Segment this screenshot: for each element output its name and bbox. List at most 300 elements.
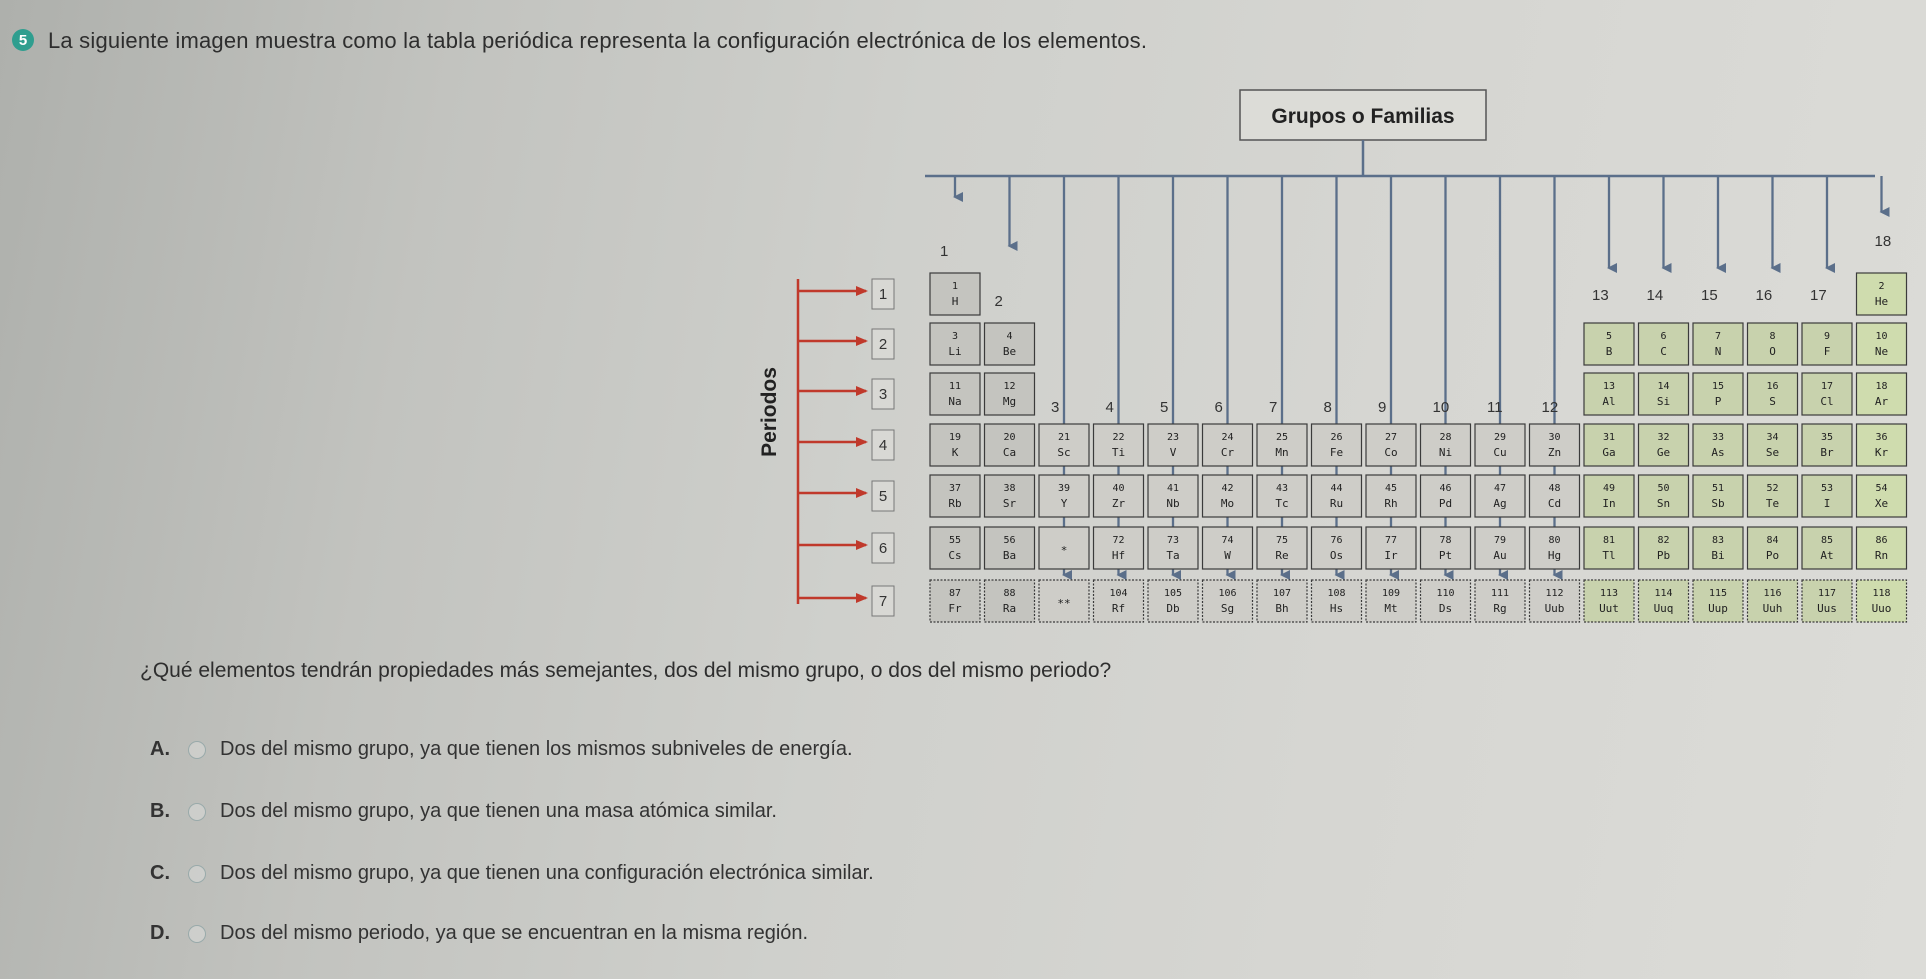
element-cell-ga [1584,424,1634,466]
option-b-text: Dos del mismo grupo, ya que tienen una masa atómica similar. [220,800,777,822]
element-cell-hf [1094,527,1144,569]
element-symbol-pt: Pt [1438,549,1453,562]
element-number-zr: 40 [1112,483,1125,494]
element-number-ra: 88 [1003,588,1016,599]
element-symbol-au: Au [1493,549,1507,562]
element-number-zn: 30 [1548,432,1561,443]
element-number-v: 23 [1166,432,1180,443]
element-cell-he [1857,273,1907,315]
element-number-xe: 54 [1875,483,1888,494]
element-cell-db [1148,580,1198,622]
element-number-po: 84 [1766,535,1779,546]
element-symbol-bi: Bi [1711,549,1725,562]
element-cell-ti [1094,424,1144,466]
element-symbol-ds: Ds [1438,602,1453,615]
element-cell-in [1584,475,1634,517]
element-number-fr: 87 [948,588,962,599]
question-number-badge: 5 [12,29,34,51]
element-symbol-as: As [1711,446,1725,459]
element-number-s: 16 [1766,381,1779,392]
element-symbol-mg: Mg [1002,395,1017,408]
option-b-radio[interactable] [188,803,206,821]
element-symbol-ar: Ar [1874,395,1889,408]
element-number-rh: 45 [1384,483,1398,494]
element-cell-y [1039,475,1089,517]
element-number-na: 11 [948,381,962,392]
element-symbol-te: Te [1765,497,1780,510]
group-label-9: 9 [1378,399,1387,416]
element-symbol-sg: Sg [1220,602,1235,615]
element-symbol-uuq: Uuq [1653,602,1674,615]
group-label-10: 10 [1432,399,1450,416]
element-symbol-ba: Ba [1002,549,1017,562]
element-symbol-sr: Sr [1002,497,1017,510]
group-label-14: 14 [1646,287,1664,304]
element-symbol-na: Na [948,395,962,408]
element-number-mn: 25 [1275,432,1289,443]
element-cell-v [1148,424,1198,466]
group-label-1: 1 [940,243,949,260]
element-number-hs: 108 [1327,588,1346,599]
element-cell-cd [1530,475,1580,517]
option-c-radio[interactable] [188,865,206,883]
element-cell-cl [1802,373,1852,415]
element-cell-tc [1257,475,1307,517]
element-symbol-mn: Mn [1275,446,1289,459]
element-number-rn: 86 [1875,535,1888,546]
option-d-letter: D. [150,922,170,944]
element-cell-te [1748,475,1798,517]
element-symbol-k: K [951,446,959,459]
group-label-18: 18 [1874,233,1892,250]
element-symbol-db: Db [1166,602,1180,615]
element-cell-cr [1203,424,1253,466]
period-label-3: 3 [878,386,888,403]
group-label-6: 6 [1214,399,1223,416]
element-number-ag: 47 [1493,483,1507,494]
element-number-te: 52 [1766,483,1779,494]
element-cell-kr [1857,424,1907,466]
group-label-4: 4 [1105,399,1114,416]
element-number-pt: 78 [1439,535,1452,546]
element-cell-sg [1203,580,1253,622]
group-label-2: 2 [994,293,1003,310]
element-symbol-sb: Sb [1711,497,1725,510]
element-cell-rh [1366,475,1416,517]
element-number-uuo: 118 [1872,588,1891,599]
element-cell-na [930,373,980,415]
option-b-letter: B. [150,800,170,822]
element-number-uuq: 114 [1654,588,1673,599]
element-cell-sb [1693,475,1743,517]
element-symbol-hf: Hf [1111,549,1126,562]
element-number-k: 19 [948,432,962,443]
element-cell-zn [1530,424,1580,466]
element-cell-as [1693,424,1743,466]
element-symbol-actinides: ** [1057,597,1071,610]
element-number-uut: 113 [1599,588,1619,599]
element-symbol-sc: Sc [1057,446,1071,459]
element-number-pd: 46 [1439,483,1452,494]
option-d[interactable] [150,922,808,945]
element-cell-si [1639,373,1689,415]
element-symbol-n: N [1714,345,1722,358]
element-number-cl: 17 [1820,381,1834,392]
element-symbol-cr: Cr [1220,446,1235,459]
element-symbol-c: C [1660,345,1667,358]
element-number-o: 8 [1769,331,1776,342]
option-d-radio[interactable] [188,925,206,943]
element-symbol-ir: Ir [1384,549,1398,562]
element-symbol-hs: Hs [1329,602,1344,615]
element-number-be: 4 [1006,331,1013,342]
element-symbol-mo: Mo [1220,497,1235,510]
element-cell-rg [1475,580,1525,622]
element-cell-cu [1475,424,1525,466]
element-symbol-si: Si [1656,395,1671,408]
element-symbol-ru: Ru [1329,497,1344,510]
element-cell-cs [930,527,980,569]
element-symbol-uuo: Uuo [1871,602,1892,615]
element-symbol-f: F [1823,345,1831,358]
element-cell-k [930,424,980,466]
element-symbol-ga: Ga [1602,446,1616,459]
element-number-cr: 24 [1221,432,1234,443]
element-symbol-rf: Rf [1111,602,1126,615]
element-number-b: 5 [1605,331,1613,342]
element-cell-n [1693,323,1743,365]
option-d-text: Dos del mismo periodo, ya que se encuentran en la misma región. [220,922,809,944]
element-number-as: 33 [1711,432,1725,443]
group-label-5: 5 [1160,399,1169,416]
question-intro: La siguiente imagen muestra como la tabla periódica representa la configuración electrónica de los elementos. [48,28,1148,53]
element-cell-ir [1366,527,1416,569]
element-symbol-s: S [1769,395,1776,408]
element-cell-tl [1584,527,1634,569]
period-label-6: 6 [878,540,888,557]
element-symbol-uuh: Uuh [1762,602,1783,615]
element-number-cd: 48 [1548,483,1561,494]
option-c-text: Dos del mismo grupo, ya que tienen una configuración electrónica similar. [220,862,874,884]
question-prompt: ¿Qué elementos tendrán propiedades más semejantes, dos del mismo grupo, o dos del mismo periodo? [140,659,1112,682]
element-symbol-cs: Cs [948,549,962,562]
element-number-ta: 73 [1166,535,1180,546]
element-symbol-rn: Rn [1874,549,1889,562]
element-symbol-li: Li [948,345,962,358]
element-symbol-tc: Tc [1275,497,1289,510]
element-cell-hg [1530,527,1580,569]
element-symbol-co: Co [1384,446,1398,459]
element-number-sr: 38 [1003,483,1016,494]
element-symbol-ca: Ca [1002,446,1017,459]
element-number-au: 79 [1493,535,1507,546]
element-symbol-cu: Cu [1493,446,1507,459]
option-c[interactable] [150,862,874,885]
option-a-radio[interactable] [188,741,206,759]
element-symbol-ti: Ti [1111,446,1126,459]
periods-title: Periodos [758,367,781,457]
element-number-he: 2 [1878,281,1885,292]
element-symbol-fr: Fr [948,602,962,615]
element-number-sn: 50 [1657,483,1670,494]
element-symbol-tl: Tl [1602,549,1616,562]
element-cell-be [985,323,1035,365]
element-symbol-bh: Bh [1275,602,1289,615]
element-cell-fr [930,580,980,622]
element-number-rb: 37 [948,483,962,494]
element-symbol-uub: Uub [1544,602,1565,615]
option-c-letter: C. [150,862,170,884]
element-symbol-rh: Rh [1384,497,1398,510]
element-cell-o [1748,323,1798,365]
group-label-11: 11 [1487,399,1503,416]
element-cell-mn [1257,424,1307,466]
element-cell-uuo [1857,580,1907,622]
element-symbol-at: At [1820,549,1834,562]
element-symbol-uus: Uus [1817,602,1837,615]
element-cell-al [1584,373,1634,415]
element-number-br: 35 [1820,432,1834,443]
period-label-2: 2 [878,336,888,353]
element-cell-zr [1094,475,1144,517]
element-number-mo: 42 [1221,483,1234,494]
element-number-at: 85 [1820,535,1834,546]
element-number-ne: 10 [1875,331,1888,342]
element-cell-ni [1421,424,1471,466]
element-symbol-po: Po [1765,549,1780,562]
element-symbol-i: I [1823,497,1831,510]
element-cell-pb [1639,527,1689,569]
element-symbol-ta: Ta [1166,549,1180,562]
option-a-letter: A. [150,738,170,760]
element-number-uuh: 116 [1763,588,1782,599]
element-symbol-o: O [1769,345,1776,358]
element-symbol-re: Re [1275,549,1289,562]
group-label-8: 8 [1323,399,1332,416]
element-symbol-cd: Cd [1547,497,1562,510]
element-symbol-p: P [1714,395,1722,408]
element-cell-rb [930,475,980,517]
element-number-ba: 56 [1003,535,1016,546]
groups-title: Grupos o Familias [1271,105,1455,128]
element-number-ru: 44 [1330,483,1343,494]
element-number-mg: 12 [1003,381,1016,392]
element-number-kr: 36 [1875,432,1888,443]
element-symbol-fe: Fe [1329,446,1344,459]
element-symbol-zn: Zn [1547,446,1562,459]
group-label-16: 16 [1755,287,1773,304]
group-label-13: 13 [1592,287,1609,304]
option-b[interactable] [150,800,777,823]
element-cell-rn [1857,527,1907,569]
element-number-w: 74 [1221,535,1234,546]
element-cell-ca [985,424,1035,466]
element-symbol-al: Al [1602,395,1616,408]
element-cell-h [930,273,980,315]
element-cell-po [1748,527,1798,569]
element-number-uub: 112 [1545,588,1564,599]
element-symbol-pd: Pd [1438,497,1453,510]
element-number-bi: 83 [1711,535,1725,546]
element-number-re: 75 [1275,535,1289,546]
option-a-text: Dos del mismo grupo, ya que tienen los mismos subniveles de energía. [220,738,853,760]
element-cell-mt [1366,580,1416,622]
element-symbol-ni: Ni [1438,446,1453,459]
element-cell-sn [1639,475,1689,517]
element-cell-nb [1148,475,1198,517]
element-symbol-h: H [951,295,959,308]
element-symbol-ra: Ra [1002,602,1017,615]
element-number-al: 13 [1602,381,1616,392]
element-cell-uut [1584,580,1634,622]
period-label-7: 7 [878,593,888,610]
element-cell-ar [1857,373,1907,415]
element-symbol-v: V [1169,446,1177,459]
element-cell-s [1748,373,1798,415]
element-cell-li [930,323,980,365]
element-cell-ru [1312,475,1362,517]
element-number-sb: 51 [1711,483,1725,494]
element-symbol-ag: Ag [1493,497,1507,510]
element-cell-mo [1203,475,1253,517]
element-symbol-kr: Kr [1874,446,1889,459]
element-symbol-rg: Rg [1493,602,1507,615]
element-cell-f [1802,323,1852,365]
element-symbol-ne: Ne [1874,345,1889,358]
element-cell-ag [1475,475,1525,517]
element-cell-ra [985,580,1035,622]
element-number-i: 53 [1820,483,1834,494]
element-symbol-xe: Xe [1874,497,1889,510]
element-cell-hs [1312,580,1362,622]
element-number-tl: 81 [1602,535,1616,546]
element-cell-at [1802,527,1852,569]
element-number-cu: 29 [1493,432,1507,443]
element-number-ga: 31 [1602,432,1616,443]
group-label-17: 17 [1810,287,1827,304]
element-cell-uup [1693,580,1743,622]
element-cell-b [1584,323,1634,365]
element-symbol-mt: Mt [1384,602,1398,615]
element-symbol-hg: Hg [1547,549,1562,562]
element-cell-ta [1148,527,1198,569]
element-symbol-he: He [1874,295,1889,308]
group-label-15: 15 [1701,287,1718,304]
element-symbol-w: W [1224,549,1231,562]
element-cell-fe [1312,424,1362,466]
element-number-li: 3 [951,331,959,342]
element-number-f: 9 [1823,331,1831,342]
element-cell-ne [1857,323,1907,365]
element-symbol-br: Br [1820,446,1834,459]
element-number-rg: 111 [1490,588,1510,599]
element-number-ir: 77 [1384,535,1398,546]
period-label-1: 1 [878,286,888,303]
period-label-5: 5 [878,488,888,505]
element-symbol-ge: Ge [1656,446,1671,459]
element-cell-uuq [1639,580,1689,622]
element-number-bh: 107 [1272,588,1292,599]
element-cell-p [1693,373,1743,415]
element-cell-bh [1257,580,1307,622]
element-symbol-b: B [1605,345,1613,358]
element-cell-se [1748,424,1798,466]
element-number-nb: 41 [1166,483,1180,494]
element-cell-mg [985,373,1035,415]
element-symbol-se: Se [1765,446,1780,459]
element-number-p: 15 [1711,381,1725,392]
element-number-sg: 106 [1218,588,1237,599]
element-cell-pt [1421,527,1471,569]
element-number-uup: 115 [1708,588,1728,599]
element-number-ge: 32 [1657,432,1670,443]
group-label-7: 7 [1269,399,1278,416]
period-label-4: 4 [878,437,888,454]
element-number-hg: 80 [1548,535,1561,546]
element-number-uus: 117 [1817,588,1837,599]
element-symbol-be: Be [1002,345,1017,358]
element-symbol-sn: Sn [1656,497,1671,510]
option-a[interactable] [150,738,853,761]
element-cell-ba [985,527,1035,569]
element-number-fe: 26 [1330,432,1343,443]
element-cell-pd [1421,475,1471,517]
element-number-se: 34 [1766,432,1779,443]
element-cell-xe [1857,475,1907,517]
element-cell-co [1366,424,1416,466]
element-cell-bi [1693,527,1743,569]
element-symbol-uut: Uut [1599,602,1619,615]
element-number-h: 1 [951,281,959,292]
element-number-in: 49 [1602,483,1616,494]
element-symbol-pb: Pb [1656,549,1671,562]
element-cell-ge [1639,424,1689,466]
element-symbol-lanthanides: * [1060,544,1068,557]
element-number-si: 14 [1657,381,1670,392]
element-cell-rf [1094,580,1144,622]
element-number-os: 76 [1330,535,1343,546]
element-number-c: 6 [1660,331,1667,342]
element-cell-re [1257,527,1307,569]
element-number-db: 105 [1163,588,1183,599]
element-number-ni: 28 [1439,432,1452,443]
element-cell-uuh [1748,580,1798,622]
element-symbol-in: In [1602,497,1616,510]
element-cell-c [1639,323,1689,365]
element-number-y: 39 [1057,483,1071,494]
element-symbol-y: Y [1060,497,1068,510]
element-number-mt: 109 [1381,588,1401,599]
group-label-12: 12 [1541,399,1559,416]
element-cell-ds [1421,580,1471,622]
element-number-ar: 18 [1875,381,1888,392]
element-number-tc: 43 [1275,483,1289,494]
element-number-ti: 22 [1112,432,1125,443]
element-symbol-uup: Uup [1708,602,1728,615]
element-number-ca: 20 [1003,432,1016,443]
element-symbol-os: Os [1329,549,1344,562]
element-number-co: 27 [1384,432,1398,443]
element-cell-w [1203,527,1253,569]
element-cell-uub [1530,580,1580,622]
element-symbol-cl: Cl [1820,395,1834,408]
element-number-hf: 72 [1112,535,1125,546]
element-symbol-rb: Rb [948,497,962,510]
element-cell-os [1312,527,1362,569]
element-cell-au [1475,527,1525,569]
element-cell-sr [985,475,1035,517]
element-number-rf: 104 [1109,588,1128,599]
